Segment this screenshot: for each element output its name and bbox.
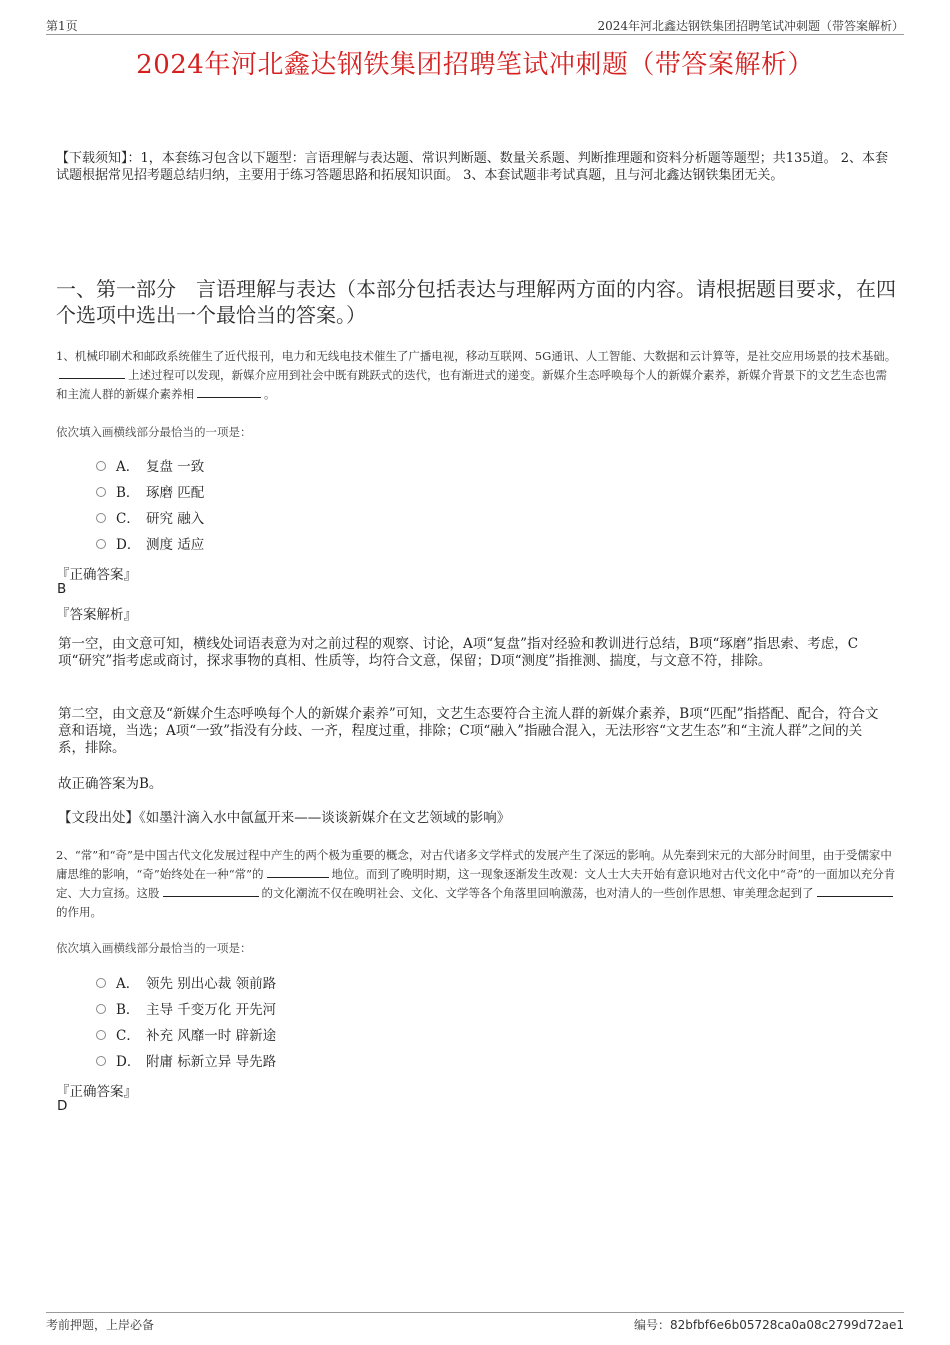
q1-answer-label: 『正确答案』 bbox=[56, 567, 137, 583]
q1-text-b: 上述过程可以发现，新媒介应用到社会中既有跳跃式的迭代，也有渐进式的递变。新媒介生态呼唤每个人的新媒介素养，新媒介背景下的文艺生态也需和主流人群的新媒介素养相 bbox=[56, 368, 887, 401]
section-title bbox=[56, 276, 900, 328]
page-footer bbox=[46, 1312, 904, 1335]
q1-analysis-label: 『答案解析』 bbox=[56, 607, 137, 623]
section-part: 一、第一部分 bbox=[56, 277, 176, 301]
q1-conclusion: 故正确答案为B。 bbox=[58, 776, 163, 792]
radio-icon[interactable] bbox=[96, 1030, 106, 1040]
q2-option-b[interactable]: B． 主导 千变万化 开先河 bbox=[96, 995, 276, 1021]
footer-code-label: 编号： bbox=[633, 1318, 670, 1332]
radio-icon[interactable] bbox=[96, 461, 106, 471]
q2-text-c: 的文化潮流不仅在晚明社会、文化、文学等各个角落里回响激荡，也对清人的一些创作思想、审美理念起到了 bbox=[261, 886, 814, 900]
footer-code bbox=[634, 1316, 904, 1333]
q1-analysis-2: 第二空，由文意及“新媒介生态呼唤每个人的新媒介素养”可知，文艺生态要符合主流人群的新媒介素养，B项“匹配”指搭配、配合，符合文意和语境，当选；A项“一致”指没有分歧、一齐，程度过重，排除；C项“融入”指融合混入，无法形容“文艺生态”和“主流人群”之间的关系，排除。 bbox=[58, 706, 879, 756]
document-title: 2024年河北鑫达钢铁集团招聘笔试冲刺题（带答案解析） bbox=[136, 50, 814, 80]
q2-text-d: 的作用。 bbox=[56, 905, 102, 919]
q1-option-d[interactable]: D． 测度 适应 bbox=[96, 530, 204, 556]
q1-options bbox=[96, 452, 204, 556]
q2-answer-label: 『正确答案』 bbox=[56, 1084, 137, 1100]
q1-text-a: 1、机械印刷术和邮政系统催生了近代报刊，电力和无线电技术催生了广播电视，移动互联网、5G通讯、人工智能、大数据和云计算等，是社交应用场景的技术基础。 bbox=[56, 349, 897, 363]
q1-answer: B bbox=[57, 581, 67, 597]
q2-blank-3 bbox=[817, 884, 893, 897]
q2-option-a[interactable]: A． 领先 别出心裁 领前路 bbox=[96, 969, 276, 995]
q1-option-c[interactable]: C． 研究 融入 bbox=[96, 504, 204, 530]
q2-text-b: 地位。而到了晚明时期，这一现象逐渐发生改观：文人士大夫开始有意识地对古代文化中“奇”的一面加以充分肯定、大力宣扬。这股 bbox=[56, 867, 896, 900]
radio-icon[interactable] bbox=[96, 978, 106, 988]
q2-blank-1 bbox=[267, 865, 329, 878]
q2-options bbox=[96, 969, 276, 1073]
page-header bbox=[46, 14, 904, 35]
q2-text-a: 2、“常”和“奇”是中国古代文化发展过程中产生的两个极为重要的概念，对古代诸多文学样式的发展产生了深远的影响。从先秦到宋元的大部分时间里，由于受儒家中庸思维的影响，“奇”始终处在一种“常”的 bbox=[56, 848, 892, 881]
radio-icon[interactable] bbox=[96, 1004, 106, 1014]
radio-icon[interactable] bbox=[96, 513, 106, 523]
q1-blank-2 bbox=[197, 385, 261, 398]
radio-icon[interactable] bbox=[96, 487, 106, 497]
q2-option-d[interactable]: D． 附庸 标新立异 导先路 bbox=[96, 1047, 276, 1073]
question-2-stem bbox=[56, 846, 898, 922]
q2-blank-2 bbox=[163, 884, 259, 897]
section-description: 言语理解与表达（本部分包括表达与理解两方面的内容。请根据题目要求，在四个选项中选出一个最恰当的答案。） bbox=[56, 277, 896, 327]
q1-blank-1 bbox=[59, 366, 125, 379]
q1-option-a[interactable]: A． 复盘 一致 bbox=[96, 452, 204, 478]
footer-slogan: 考前押题，上岸必备 bbox=[46, 1318, 155, 1332]
q2-option-c[interactable]: C． 补充 风靡一时 辟新途 bbox=[96, 1021, 276, 1047]
q2-prompt: 依次填入画横线部分最恰当的一项是： bbox=[56, 941, 252, 955]
q1-prompt: 依次填入画横线部分最恰当的一项是： bbox=[56, 425, 252, 439]
header-doc-title: 2024年河北鑫达钢铁集团招聘笔试冲刺题（带答案解析） bbox=[597, 19, 904, 33]
page-number: 第1页 bbox=[46, 19, 78, 33]
q2-answer: D bbox=[57, 1098, 68, 1114]
radio-icon[interactable] bbox=[96, 1056, 106, 1066]
q1-option-b[interactable]: B． 琢磨 匹配 bbox=[96, 478, 204, 504]
q1-text-c: 。 bbox=[264, 387, 276, 401]
q1-analysis-1: 第一空，由文意可知，横线处词语表意为对之前过程的观察、讨论，A项“复盘”指对经验和教训进行总结，B项“琢磨”指思索、考虑，C项“研究”指考虑或商讨，探求事物的真相、性质等，均符合文意，保留；D项“测度”指推测、揣度，与文意不符，排除。 bbox=[58, 636, 859, 669]
q1-source: 【文段出处】《如墨汁滴入水中氤氲开来——谈谈新媒介在文艺领域的影响》 bbox=[58, 810, 511, 826]
footer-code-value: 82bfbf6e6b05728ca0a08c2799d72ae1 bbox=[670, 1318, 904, 1332]
question-1-stem bbox=[56, 347, 898, 404]
download-notice: 【下载须知】：1，本套练习包含以下题型：言语理解与表达题、常识判断题、数量关系题、判断推理题和资料分析题等题型；共135道。 2、本套试题根据常见招考题总结归纳，主要用于练习答题思路和拓展知识面。 3、本套试题非考试真题，且与河北鑫达钢铁集团无关。 bbox=[56, 151, 888, 183]
radio-icon[interactable] bbox=[96, 539, 106, 549]
